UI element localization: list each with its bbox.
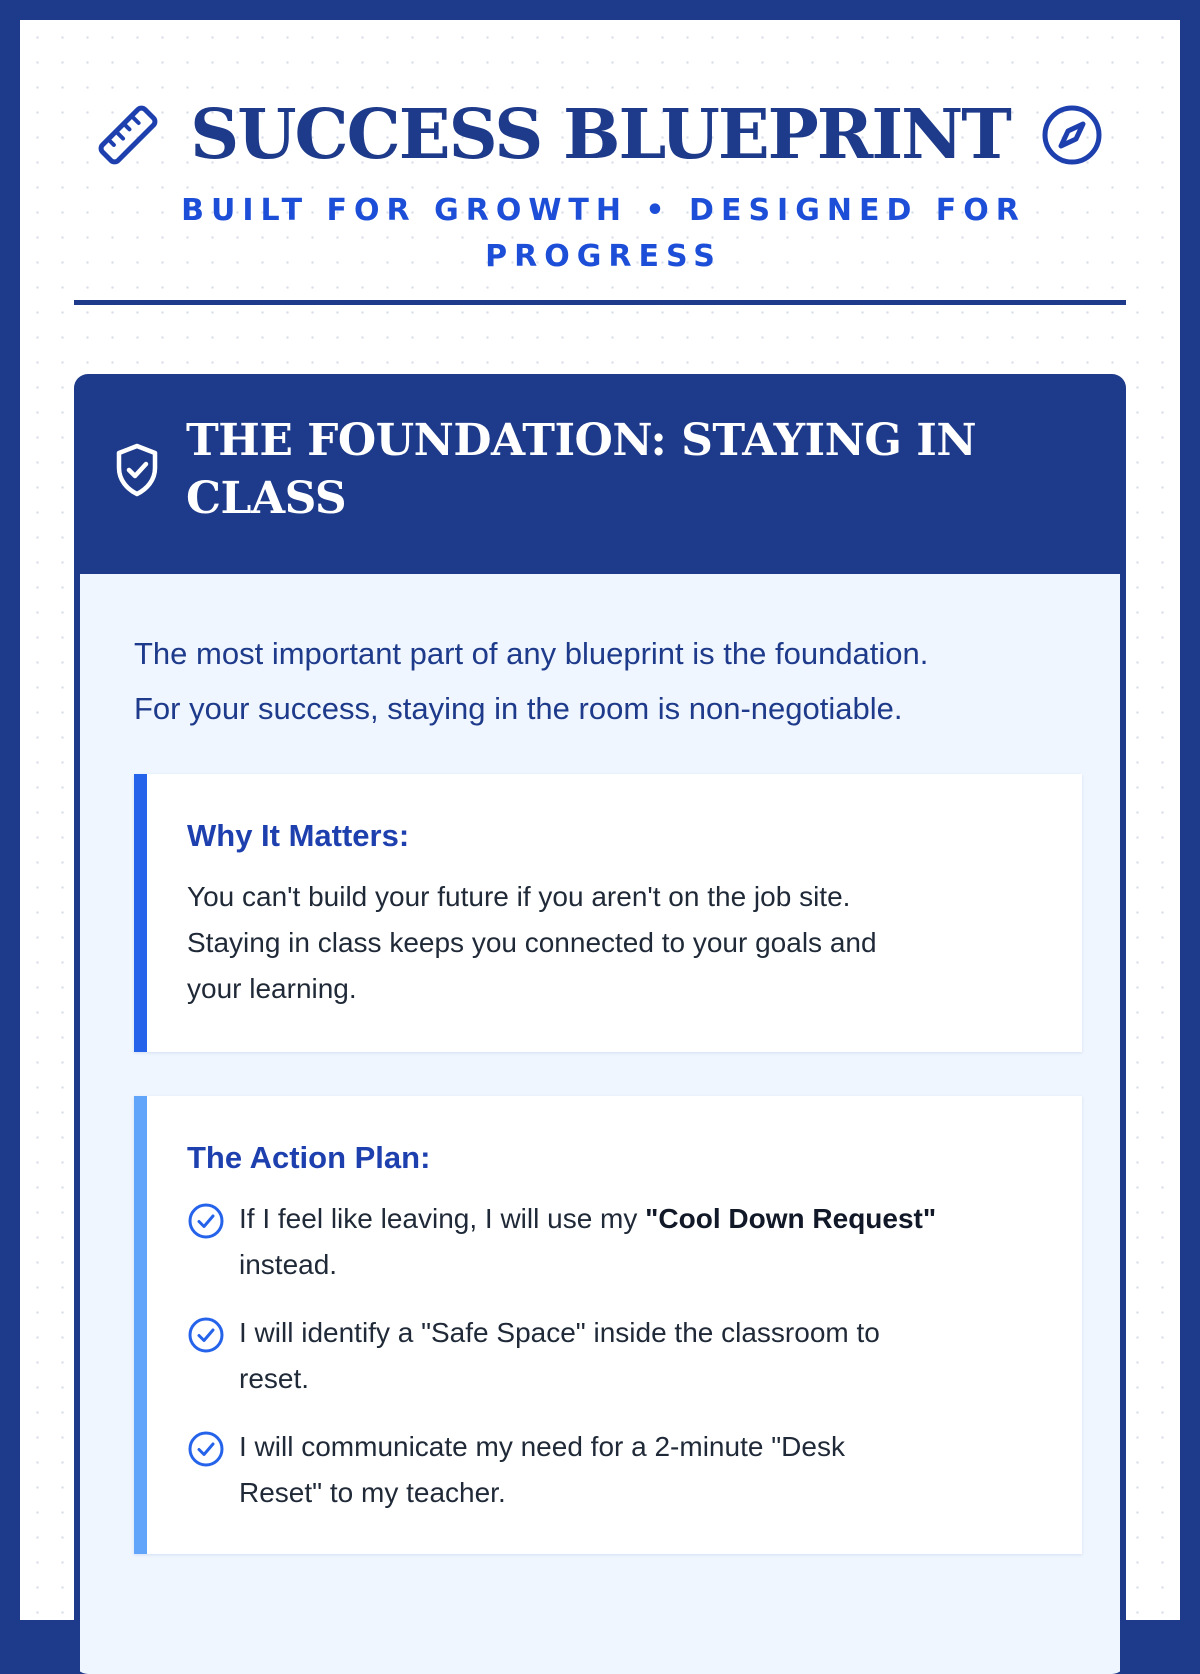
why-text [187,874,1047,1012]
page-sheet [20,20,1180,1620]
plan-item-text: If I feel like leaving, I will use my [239,1203,646,1234]
card-title-line: CLASS [186,473,347,524]
card-header [74,374,1126,574]
why-it-matters-panel [134,774,1082,1052]
action-plan-panel [134,1096,1082,1554]
intro-text [134,626,1084,736]
plan-item-text: instead. [239,1249,338,1280]
intro-line: The most important part of any blueprint is the foundation. [134,636,929,671]
subtitle-line: PROGRESS [485,239,722,274]
plan-list [187,1196,1047,1538]
why-heading: Why It Matters: [187,818,410,853]
check-circle-icon [187,1202,225,1240]
why-line: Staying in class keeps you connected to your goals and [187,927,877,958]
why-line: You can't build your future if you aren't on the job site. [187,881,851,912]
header-divider [74,300,1126,305]
shield-check-icon [114,442,160,498]
plan-item-text: I will communicate my need for a 2-minute "Desk [239,1431,845,1462]
foundation-card [74,374,1126,1674]
list-item [187,1196,1047,1288]
plan-item-text: Reset" to my teacher. [239,1477,506,1508]
ruler-icon [96,103,160,167]
intro-line: For your success, staying in the room is non-negotiable. [134,691,903,726]
page-header [74,20,1126,326]
card-body [80,574,1120,1674]
page-subtitle [74,188,1126,280]
card-title [186,412,1046,528]
cool-down-request-label: "Cool Down Request" [645,1203,937,1234]
why-line: your learning. [187,973,357,1004]
plan-heading: The Action Plan: [187,1140,431,1175]
check-circle-icon [187,1430,225,1468]
plan-item-text: reset. [239,1363,310,1394]
page-title: SUCCESS BLUEPRINT [190,95,1010,175]
check-circle-icon [187,1316,225,1354]
plan-item-text: I will identify a "Safe Space" inside the classroom to [239,1317,880,1348]
list-item [187,1424,1047,1516]
title-row [74,90,1126,180]
compass-icon [1040,103,1104,167]
card-title-line: THE FOUNDATION: STAYING IN [186,415,977,466]
subtitle-line: BUILT FOR GROWTH • DESIGNED FOR [181,193,1026,228]
list-item [187,1310,1047,1402]
